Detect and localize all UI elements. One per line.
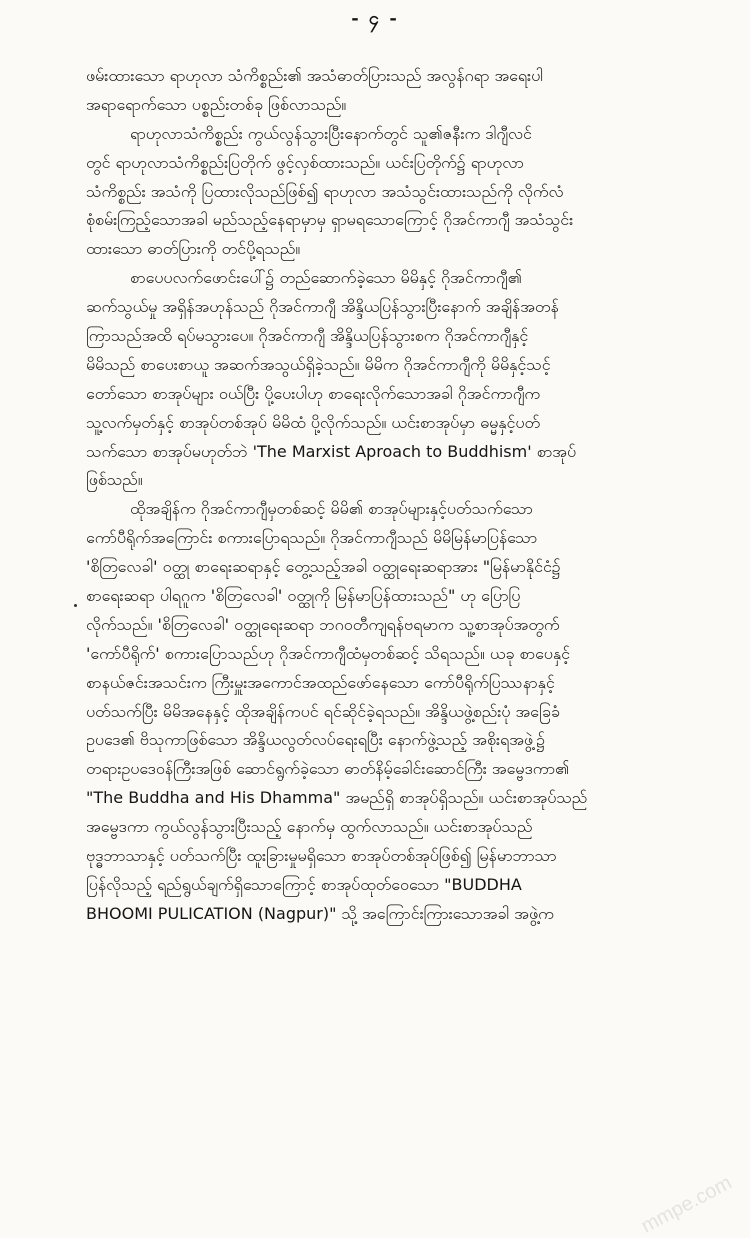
text-line: ဖြစ်သည်။ [86,470,143,490]
text-line: ဆက်သွယ်မှု အရှိန်အဟုန်သည် ဂိုအင်ကာဂျီ အိန္ဒိယပြန်သွားပြီးနောက် အချိန်အတန် [86,297,559,317]
text-line: BHOOMI PULICATION (Nagpur)" သို့ အကြောင်းကြားသောအခါ အဖွဲ့က [86,903,554,923]
text-line: တော်သော စာအုပ်များ ဝယ်ပြီး ပို့ပေးပါဟု စာရေးလိုက်သောအခါ ဂိုအင်ကာဂျီက [86,383,541,403]
text-line: ရာဟုလာသံကိစ္စည်း ကွယ်လွန်သွားပြီးနောက်တွင် သူ၏ဇနီးက ဒါဂျီလင် [130,123,532,143]
text-line: စာပေပလက်ဖောင်းပေါ်၌ တည်ဆောက်ခဲ့သော မိမိနှင့် ဂိုအင်ကာဂျီ၏ [130,268,522,288]
text-line: 'စိတြလေခါ' ဝတ္ထု စာရေးဆရာနှင့် တွေ့သည့်အခါ ဝတ္ထုရေးဆရာအား "မြန်မာနိုင်ငံ၌ [86,557,561,577]
text-line: တွင် ရာဟုလာသံကိစ္စည်းပြတိုက် ဖွင့်လှစ်ထားသည်။ ယင်းပြတိုက်၌ ရာဟုလာ [86,152,524,172]
text-line: ဖမ်းထားသော ရာဟုလာ သံကိစ္စည်း၏ အသံဓာတ်ပြားသည် အလွန်ဂရာ အရေးပါ [86,66,543,85]
text-line: ဗုဒ္ဓဘာသာနှင့် ပတ်သက်ပြီး ထူးခြားမှုမရှိသော စာအုပ်တစ်အုပ်ဖြစ်၍ မြန်မာဘာသာ [86,846,557,866]
text-line: မိမိသည် စာပေးစာယူ အဆက်အသွယ်ရှိခဲ့သည်။ မိမိက ဂိုအင်ကာဂျီကို မိမိနှင့်သင့် [86,354,551,374]
text-line: ပြန်လိုသည့် ရည်ရွယ်ချက်ရှိသောကြောင့် စာအုပ်ထုတ်ဝေသော "BUDDHA [86,874,522,894]
text-line: 'ကော်ပီရိုက်' စကားပြောသည်ဟု ဂိုအင်ကာဂျီထံမှတစ်ဆင့် သိရသည်။ ယခု စာပေနှင့် [86,643,571,663]
margin-dot [74,604,77,607]
text-line: ကြာသည်အထိ ရပ်မသွားပေ။ ဂိုအင်ကာဂျီ အိန္ဒိယပြန်သွားစက ဂိုအင်ကာဂျီနှင့် [86,326,529,346]
text-line: သက်သော စာအုပ်မဟုတ်ဘဲ 'The Marxist Aproach to Buddhism' စာအုပ် [86,441,577,461]
text-line: ဥပဒေ၏ ဗိသုကာဖြစ်သော အိန္ဒိယလွတ်လပ်ရေးရပြီး နောက်ဖွဲ့သည့် အစိုးရအဖွဲ့၌ [86,730,546,750]
text-line: စုံစမ်းကြည့်သောအခါ မည်သည့်နေရာမှာမှ ရှာမရသောကြောင့် ဂိုအင်ကာဂျီ အသံသွင်း [86,210,574,230]
text-line: ထိုအချိန်က ဂိုအင်ကာဂျီမှတစ်ဆင့် မိမိ၏ စာအုပ်များနှင့်ပတ်သက်သော [130,499,533,519]
text-line: စာနယ်ဇင်းအသင်းက ကြီးမှူးအကောင်အထည်ဖော်နေသော ကော်ပီရိုက်ပြဿနာနှင့် [86,672,555,692]
text-line: ပတ်သက်ပြီး မိမိအနေနှင့် ထိုအချိန်ကပင် ရင်ဆိုင်ခဲ့ရသည်။ အိန္ဒိယဖွဲ့စည်းပုံ အခြေခံ [86,701,560,721]
text-line: သံကိစ္စည်း အသံကို ပြထားလိုသည်ဖြစ်၍ ရာဟုလာ အသံသွင်းထားသည်ကို လိုက်လံ [86,181,564,201]
text-line: ထားသော ဓာတ်ပြားကို တင်ပို့ရသည်။ [86,239,301,259]
text-line: လိုက်သည်။ 'စိတြလေခါ' ဝတ္ထုရေးဆရာ ဘဂဝတီကျရန်ဗရမာက သူ့စာအုပ်အတွက် [86,614,560,634]
text-line: အရာရောက်သော ပစ္စည်းတစ်ခု ဖြစ်လာသည်။ [86,94,347,114]
text-line: အမ္ဗေဒကာ ကွယ်လွန်သွားပြီးသည့် နောက်မှ ထွက်လာသည်။ ယင်းစာအုပ်သည် [86,817,533,837]
text-line: စာရေးဆရာ ပါရဂူက 'စိတြလေခါ' ဝတ္ထုကို မြန်မာပြန်ထားသည်" ဟု ပြောပြ [86,586,521,606]
text-line: "The Buddha and His Dhamma" အမည်ရှိ စာအုပ်ရှိသည်။ ယင်းစာအုပ်သည် [86,788,588,808]
page-number: - ၄ - [351,8,399,29]
text-line: တရားဥပဒေဝန်ကြီးအဖြစ် ဆောင်ရွက်ခဲ့သော ဓာတ်နိမ့်ခေါင်းဆောင်ကြီး အမ္ဗေဒကာ၏ [86,759,570,779]
body-text [86,62,714,929]
text-line: သူ့လက်မှတ်နှင့် စာအုပ်တစ်အုပ် မိမိထံ ပို့လိုက်သည်။ ယင်းစာအုပ်မှာ ဓမ္မနှင့်ပတ် [86,412,541,432]
watermark: mmpe.com [637,1171,736,1238]
text-line: ကော်ပီရိုက်အကြောင်း စကားပြောရသည်။ ဂိုအင်ကာဂျီသည် မိမိမြန်မာပြန်သော [86,528,538,548]
